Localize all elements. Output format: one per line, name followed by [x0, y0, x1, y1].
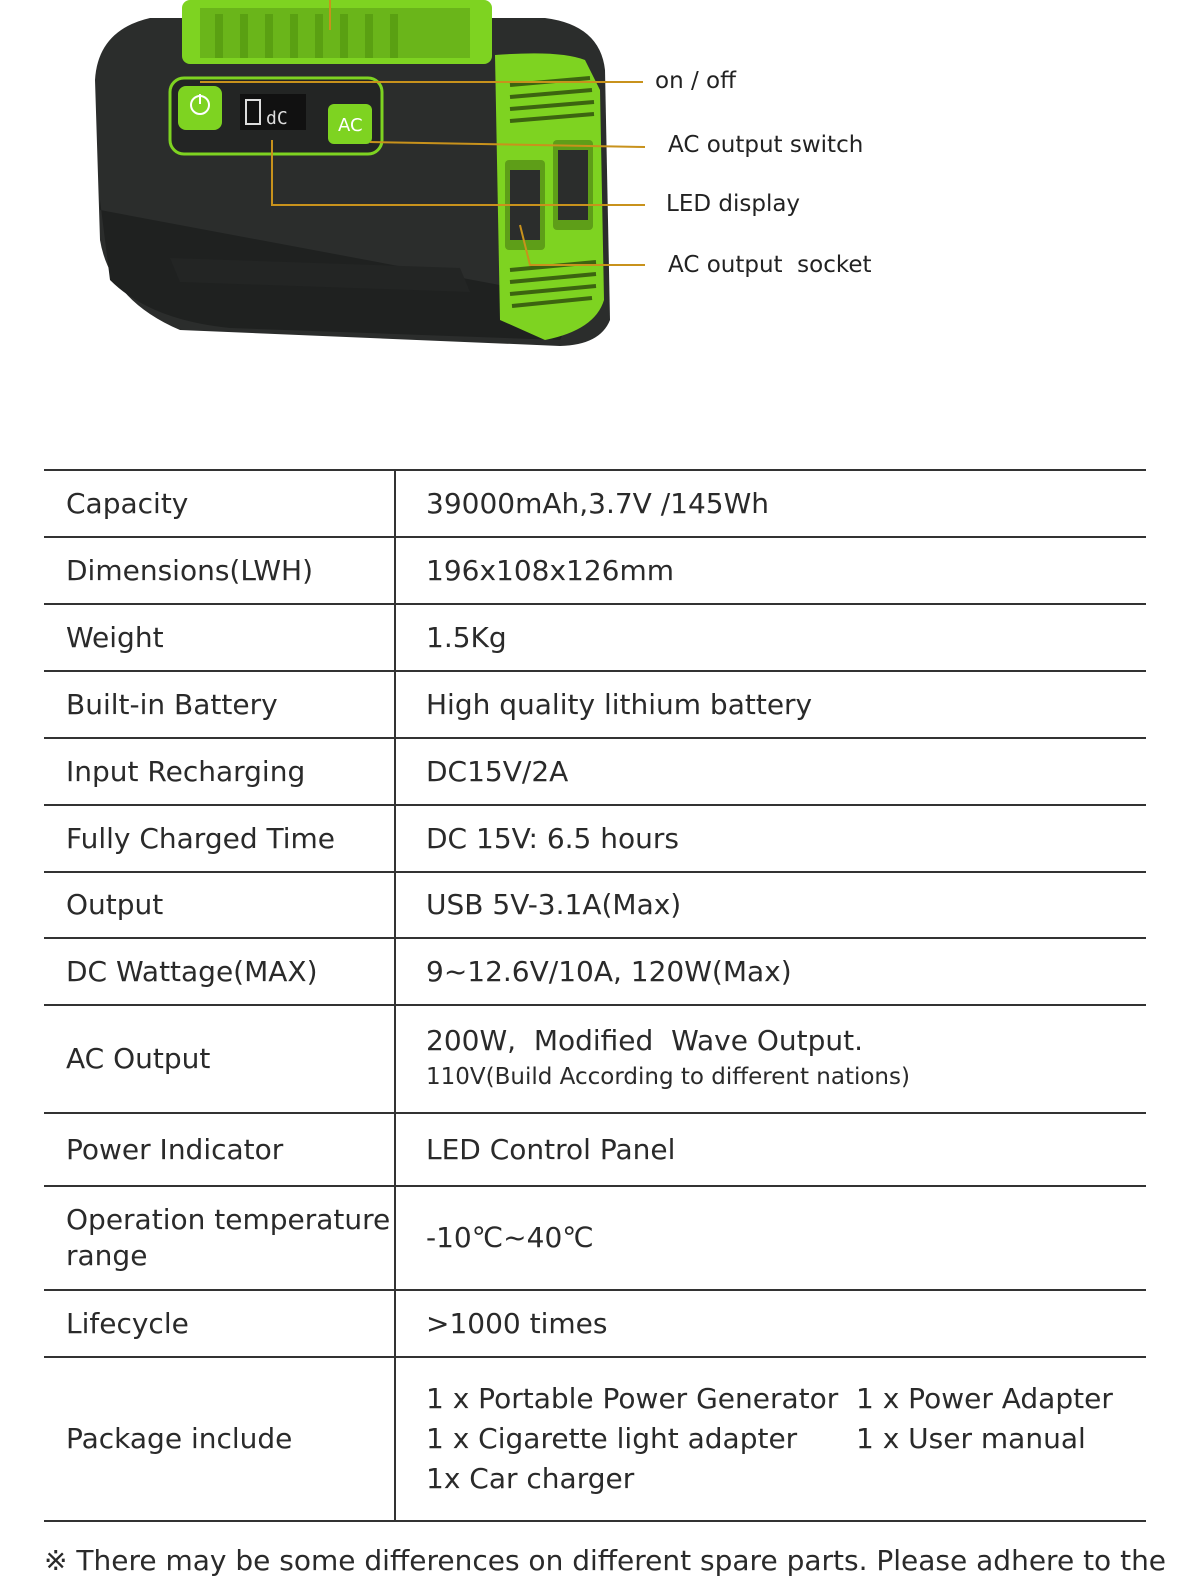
spec-label: Fully Charged Time — [44, 805, 395, 872]
table-row-ac-output — [44, 1005, 1146, 1113]
table-row — [44, 805, 1146, 872]
spec-label: Weight — [44, 604, 395, 671]
spec-label: Input Recharging — [44, 738, 395, 805]
table-row — [44, 738, 1146, 805]
table-row — [44, 938, 1146, 1005]
callout-on-off: on / off — [655, 68, 736, 94]
spec-value: LED Control Panel — [395, 1113, 1146, 1186]
spec-label: Dimensions(LWH) — [44, 537, 395, 604]
power-station-illustration — [0, 0, 1200, 420]
power-button — [178, 86, 222, 130]
package-list — [426, 1381, 1146, 1497]
spec-label: Lifecycle — [44, 1290, 395, 1357]
ac-button-label: AC — [338, 115, 363, 136]
spec-value: 196x108x126mm — [395, 537, 1146, 604]
temp-label-line2: range — [66, 1239, 148, 1272]
spec-value: DC 15V: 6.5 hours — [395, 805, 1146, 872]
spec-value: >1000 times — [395, 1290, 1146, 1357]
table-row — [44, 470, 1146, 537]
spec-table — [44, 469, 1146, 1522]
spec-label: Output — [44, 872, 395, 938]
package-item: 1 x User manual — [856, 1422, 1086, 1455]
table-row — [44, 537, 1146, 604]
table-row — [44, 671, 1146, 738]
ac-output-line1: 200W, Modified Wave Output. — [426, 1024, 864, 1057]
spec-value: 1.5Kg — [395, 604, 1146, 671]
product-figure — [0, 0, 1200, 420]
spec-label: Built-in Battery — [44, 671, 395, 738]
package-item: 1x Car charger — [426, 1462, 635, 1495]
spec-label: Package include — [44, 1357, 395, 1521]
spec-value: 9~12.6V/10A, 120W(Max) — [395, 938, 1146, 1005]
spec-value — [395, 1357, 1146, 1521]
callout-ac-switch: AC output switch — [668, 132, 864, 158]
table-row — [44, 872, 1146, 938]
spec-value — [395, 1005, 1146, 1113]
ac-output-line2: 110V(Build According to different nations) — [426, 1064, 910, 1090]
table-row — [44, 1113, 1146, 1186]
table-row — [44, 1290, 1146, 1357]
callout-ac-socket: AC output socket — [668, 252, 872, 278]
spec-value: USB 5V-3.1A(Max) — [395, 872, 1146, 938]
table-row-package — [44, 1357, 1146, 1521]
spec-value: High quality lithium battery — [395, 671, 1146, 738]
svg-text:dC: dC — [266, 108, 288, 129]
callout-led-display: LED display — [666, 191, 801, 217]
spec-value: DC15V/2A — [395, 738, 1146, 805]
spec-label: Power Indicator — [44, 1113, 395, 1186]
spec-label: Capacity — [44, 470, 395, 537]
table-row — [44, 604, 1146, 671]
spec-value: 39000mAh,3.7V /145Wh — [395, 470, 1146, 537]
footnote: ※ There may be some differences on different spare parts. Please adhere to the — [44, 1544, 1167, 1577]
spec-label: DC Wattage(MAX) — [44, 938, 395, 1005]
spec-value: -10℃~40℃ — [395, 1186, 1146, 1290]
temp-label-line1: Operation temperature — [66, 1203, 391, 1236]
package-item: 1 x Cigarette light adapter — [426, 1422, 798, 1455]
spec-label: AC Output — [44, 1005, 395, 1113]
package-item: 1 x Power Adapter — [856, 1382, 1113, 1415]
package-item: 1 x Portable Power Generator — [426, 1382, 839, 1415]
spec-label — [44, 1186, 395, 1290]
table-row-operation-temp — [44, 1186, 1146, 1290]
